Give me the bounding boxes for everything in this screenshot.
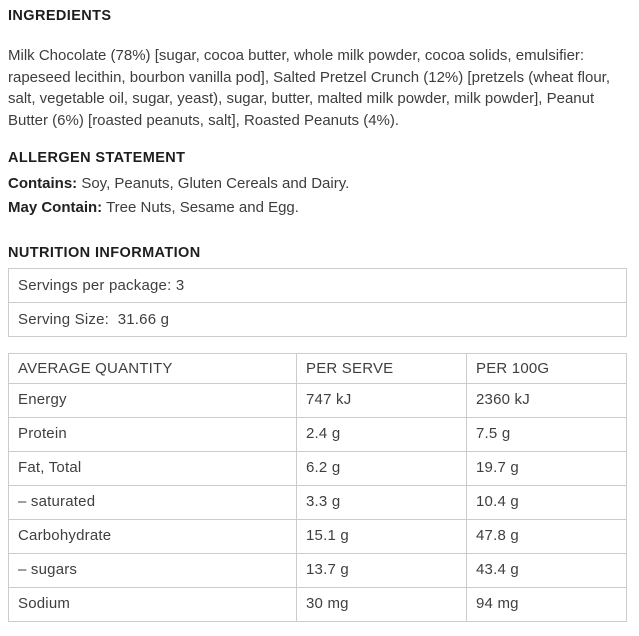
table-cell: – saturated xyxy=(9,486,297,520)
table-cell: 10.4 g xyxy=(467,486,627,520)
header-per-serve: PER SERVE xyxy=(297,354,467,384)
ingredients-list-text: Milk Chocolate (78%) [sugar, cocoa butter, whole milk powder, cocoa solids, emulsifier: rapeseed lecithin, bourbon vanilla pod], Salted Pretzel Crunch (12%) [pretzels (wheat flour, salt, vegetable oil, sugar, yeast), sugar, butter, malted milk powder, milk powder], Peanut Butter (6%) [roasted peanuts, salt], Roasted Peanuts (4%). xyxy=(8,47,610,129)
table-row-carbohydrate xyxy=(9,520,627,554)
table-cell: Fat, Total xyxy=(9,452,297,486)
allergen-statement-section xyxy=(8,150,630,218)
may-contain-value: Tree Nuts, Sesame and Egg. xyxy=(102,199,299,216)
header-average-quantity: AVERAGE QUANTITY xyxy=(9,354,297,384)
ingredients-section xyxy=(8,8,630,131)
table-cell: – sugars xyxy=(9,554,297,588)
header-per-100g: PER 100G xyxy=(467,354,627,384)
table-row-fat-total xyxy=(9,452,627,486)
table-header-row xyxy=(9,354,627,384)
table-cell: 94 mg xyxy=(467,588,627,622)
table-cell: 47.8 g xyxy=(467,520,627,554)
table-cell: Sodium xyxy=(9,588,297,622)
contains-label: Contains: xyxy=(8,175,78,192)
nutrition-heading: NUTRITION INFORMATION xyxy=(8,245,201,261)
table-cell: 15.1 g xyxy=(297,520,467,554)
nutrition-information-section xyxy=(8,245,630,622)
nutrition-table xyxy=(8,353,627,622)
allergen-may-contain-line xyxy=(8,197,630,218)
table-cell: 19.7 g xyxy=(467,452,627,486)
serving-size-row: Serving Size: 31.66 g xyxy=(18,311,170,328)
table-cell: 30 mg xyxy=(297,588,467,622)
table-row-saturated xyxy=(9,486,627,520)
table-cell: 13.7 g xyxy=(297,554,467,588)
table-cell: 747 kJ xyxy=(297,384,467,418)
table-cell: Protein xyxy=(9,418,297,452)
table-cell: 7.5 g xyxy=(467,418,627,452)
table-row-energy xyxy=(9,384,627,418)
table-cell: 43.4 g xyxy=(467,554,627,588)
table-cell: 2.4 g xyxy=(297,418,467,452)
table-cell: 2360 kJ xyxy=(467,384,627,418)
table-cell: Carbohydrate xyxy=(9,520,297,554)
table-row-sugars xyxy=(9,554,627,588)
table-cell: 6.2 g xyxy=(297,452,467,486)
table-row-protein xyxy=(9,418,627,452)
table-cell: Energy xyxy=(9,384,297,418)
table-cell: 3.3 g xyxy=(297,486,467,520)
ingredients-heading: INGREDIENTS xyxy=(8,8,112,24)
table-row-sodium xyxy=(9,588,627,622)
contains-value: Soy, Peanuts, Gluten Cereals and Dairy. xyxy=(77,175,350,192)
allergen-contains-line xyxy=(8,173,630,194)
may-contain-label: May Contain: xyxy=(8,199,103,216)
allergen-heading: ALLERGEN STATEMENT xyxy=(8,150,186,166)
servings-summary-box xyxy=(8,268,627,337)
servings-per-package-row: Servings per package: 3 xyxy=(9,269,626,303)
